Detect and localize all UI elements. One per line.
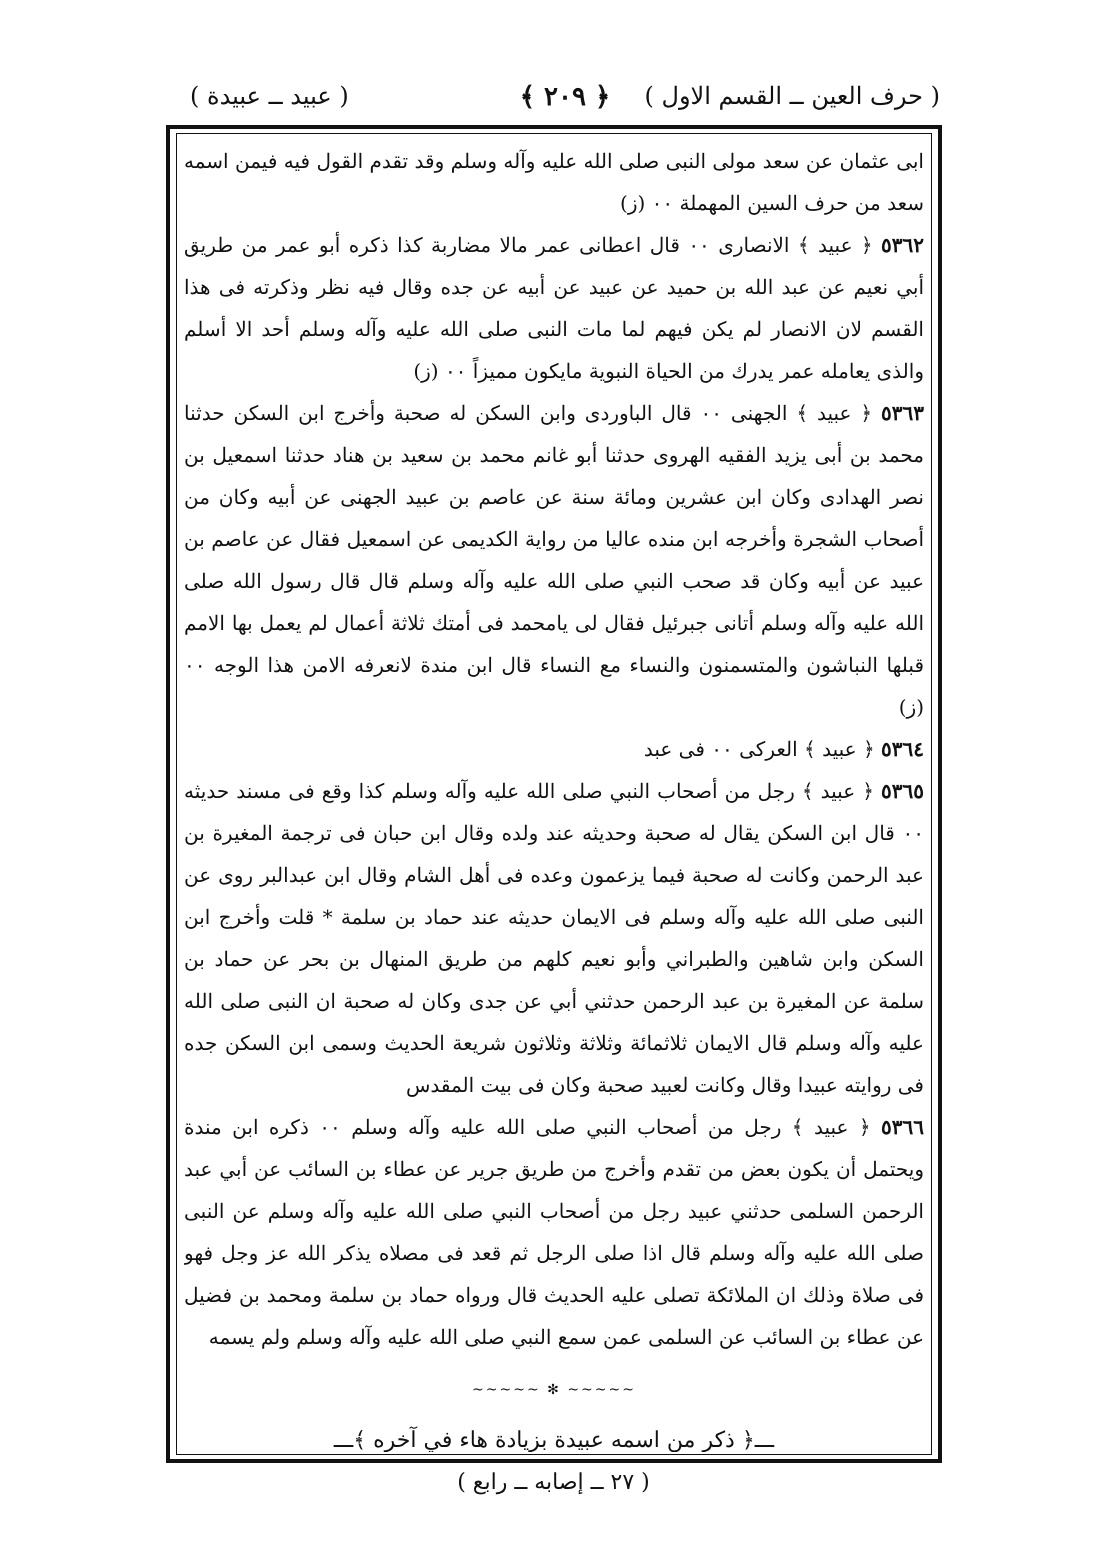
entry-number: ٥٣٦٤: [881, 737, 924, 761]
ornamental-divider: ~~~~~ ✻ ~~~~~: [472, 1382, 636, 1398]
page-number: ﴿ ٢٠٩ ﴾: [519, 82, 611, 112]
entry-5365: [184, 770, 924, 1106]
entry-text: ﴿ عبيد ﴾ رجل من أصحاب النبي صلى الله عليه وآله وسلم ٠٠ ذكره ابن مندة ويحتمل أن يكون بعض من تقدم وأخرج من طريق جرير عن عطاء بن السائب عن أبي عبد الرحمن السلمى حدثني عبيد رجل من أصحاب النبي صلى الله عليه وآله وسلم عن النبى صلى الله عليه وآله وسلم قال اذا صلى الرجل ثم قعد فى مصلاه يذكر الله عز وجل فهو فى صلاة وذلك ان الملائكة تصلى عليه الحديث قال ورواه حماد بن سلمة ومحمد بن فضيل عن عطاء بن السائب عن السلمى عمن سمع النبي صلى الله عليه وآله وسلم ولم يسمه: [184, 1115, 924, 1349]
entry-number: ٥٣٦٥: [881, 779, 924, 803]
entry-5366: [184, 1106, 924, 1358]
entry-text: ﴿ عبيد ﴾ الانصارى ٠٠ قال اعطانى عمر مالا مضاربة كذا ذكره أبو عمر من طريق أبي نعيم عن عبد الله بن حميد عن عبيد عن أبيه عن جده وقال فيه نظر وذكرته فى هذا القسم لان الانصار لم يكن فيهم لما مات النبى صلى الله عليه وآله وسلم أحد الا أسلم والذى يعامله عمر يدرك من الحياة النبوية مايكون مميزاً ٠٠ (ز): [184, 233, 924, 383]
entry-number: ٥٣٦٦: [881, 1115, 924, 1139]
entry-text: ﴿ عبيد ﴾ رجل من أصحاب النبي صلى الله عليه وآله وسلم كذا وقع فى مسند حديثه ٠٠ قال ابن السكن يقال له صحبة وحديثه عند ولده وقال ابن حبان فى ترجمة المغيرة بن عبد الرحمن وكانت له صحبة فيما يزعمون وعده فى أهل الشام وقال ابن عبدالبر روى عن النبى صلى الله عليه وآله وسلم فى الايمان حديثه عند حماد بن سلمة * قلت وأخرج ابن السكن وابن شاهين والطبراني وأبو نعيم كلهم من طريق المنهال بن بحر عن حماد بن سلمة عن المغيرة بن عبد الرحمن حدثني أبي عن جدى وكان له صحبة ان النبى صلى الله عليه وآله وسلم قال الايمان ثلاثمائة وثلاثة وثلاثون شريعة الحديث وسمى ابن السكن جده فى روايته عبيدا وقال وكانت لعبيد صحبة وكان فى بيت المقدس: [184, 779, 924, 1097]
entry-text: ﴿ عبيد ﴾ العركى ٠٠ فى عبد: [643, 737, 875, 761]
paragraph-continuation: [184, 140, 924, 224]
page-body: [184, 140, 924, 1452]
entry-text: ﴿ عبيد ﴾ الجهنى ٠٠ قال الباوردى وابن السكن له صحبة وأخرج ابن السكن حدثنا محمد بن أبى يزيد الفقيه الهروى حدثنا أبو غانم محمد بن سعيد بن هناد حدثنا اسمعيل بن نصر الهدادى وكان ابن عشرين ومائة سنة عن عاصم بن عبيد الجهنى عن أبيه وكان من أصحاب الشجرة وأخرجه ابن منده عاليا من رواية الكديمى عن اسمعيل فقال عن عاصم بن عبيد عن أبيه وكان قد صحب النبي صلى الله عليه وآله وسلم قال قال رسول الله صلى الله عليه وآله وسلم أتانى جبرئيل فقال لى يامحمد فى أمتك ثلاثة أعمال لم يعمل بها الامم قبلها النباشون والمتسمنون والنساء مع النساء قال ابن مندة لانعرفه الامن هذا الوجه ٠٠ (ز): [184, 401, 924, 719]
entry-5363: [184, 392, 924, 728]
header-entry-range: ( عبيد ــ عبيدة ): [190, 82, 349, 110]
header-chapter-title: ( حرف العين ــ القسم الاول ): [644, 82, 940, 110]
section-heading: ـــ﴿ ذكر من اسمه عبيدة بزيادة هاء في آخره ﴾ـــ: [333, 1428, 775, 1452]
entry-5362: [184, 224, 924, 392]
page-footer-signature: ( ٢٧ ــ إصابه ــ رابع ): [457, 1470, 650, 1495]
entry-5364: [184, 728, 924, 770]
entry-number: ٥٣٦٢: [881, 233, 924, 257]
entry-number: ٥٣٦٣: [881, 401, 924, 425]
page-header: [190, 78, 940, 122]
paragraph-text: ابى عثمان عن سعد مولى النبى صلى الله عليه وآله وسلم وقد تقدم القول فيه فيمن اسمه سعد من حرف السين المهملة ٠٠ (ز): [184, 149, 924, 215]
